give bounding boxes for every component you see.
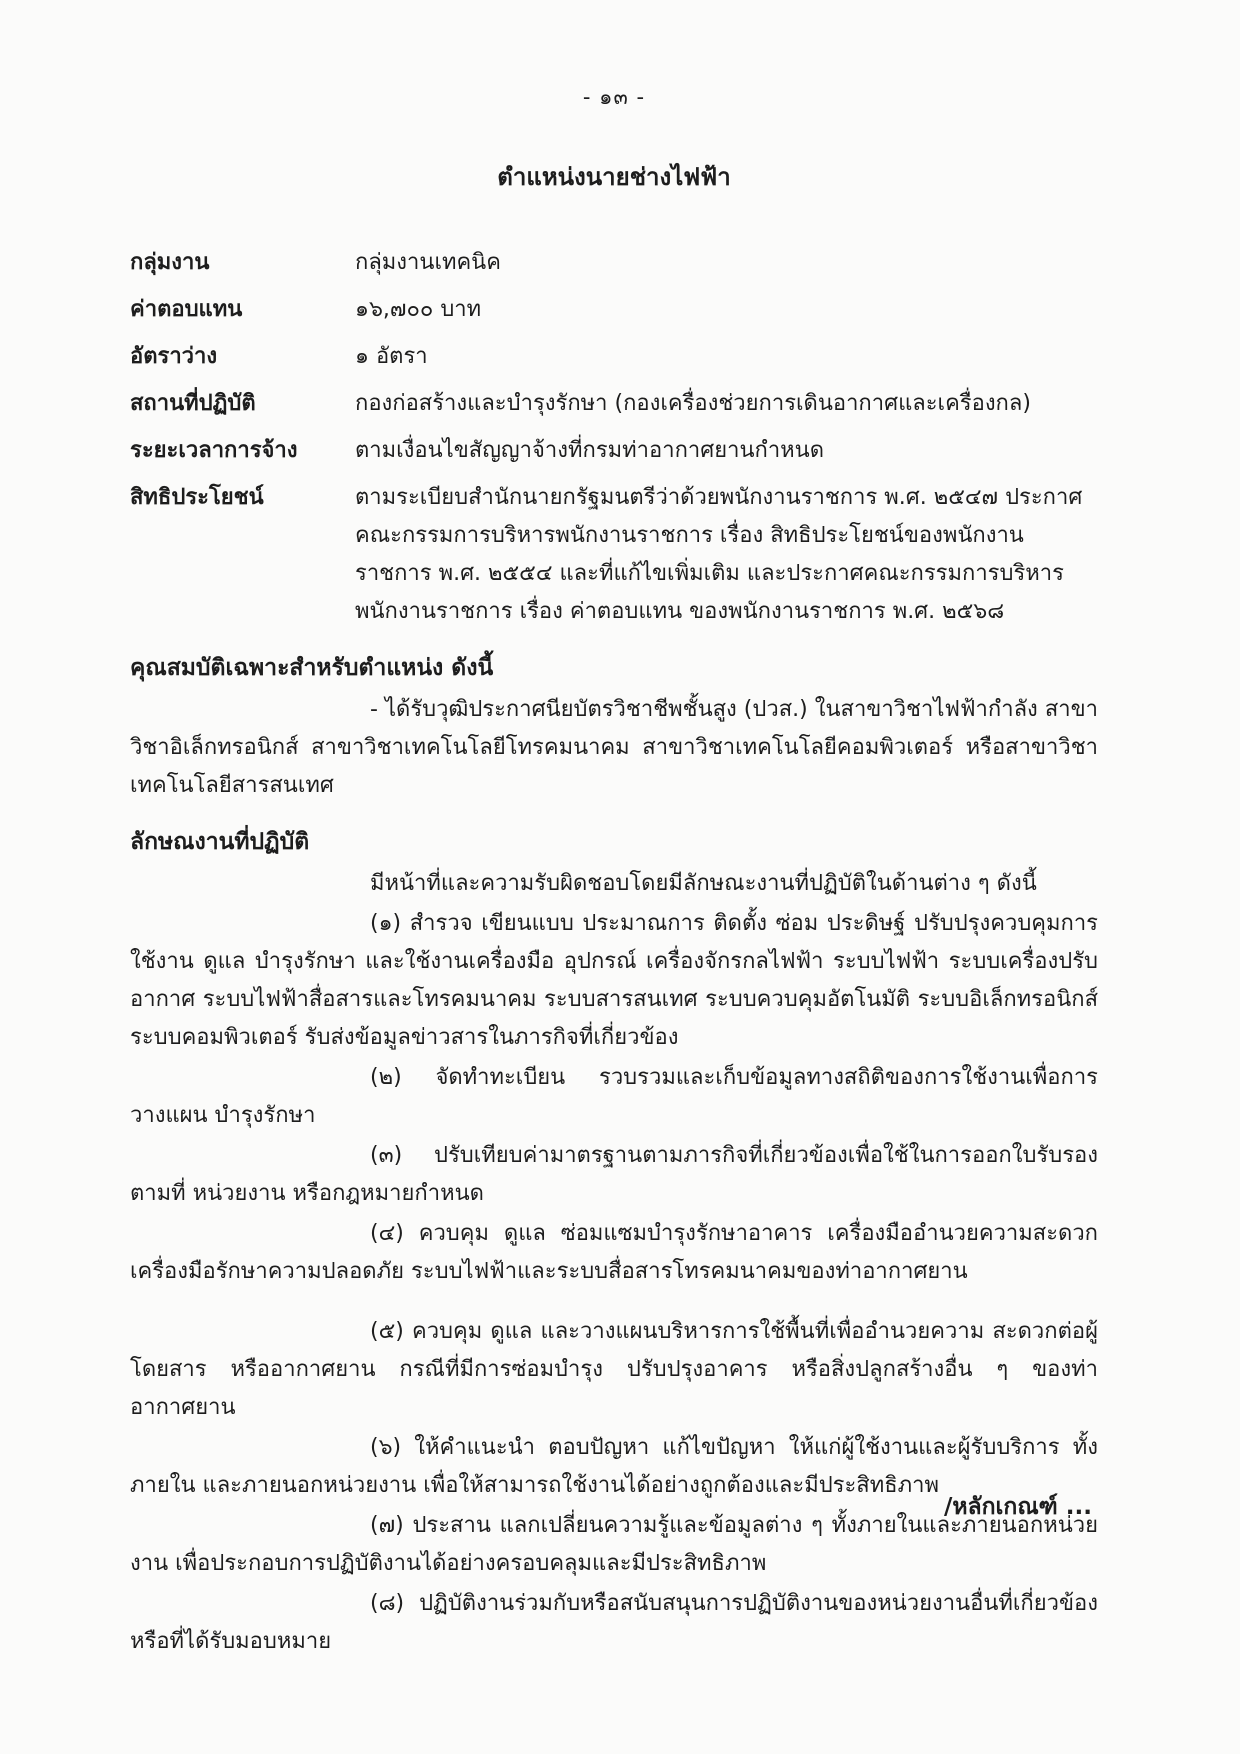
duty-item-5: (๕) ควบคุม ดูแล และวางแผนบริหารการใช้พื้นที่เพื่ออำนวยความ สะดวกต่อผู้โดยสาร หรืออากาศยาน กรณีที่มีการซ่อมบำรุง ปรับปรุงอาคาร หรือสิ่งปลูกสร้างอื่น ๆ ของท่าอากาศยาน — [130, 1319, 1098, 1420]
field-label: สถานที่ปฏิบัติ — [130, 391, 256, 416]
field-value: กลุ่มงานเทคนิค — [355, 250, 501, 275]
field-row-workgroup — [130, 244, 1098, 282]
field-row-compensation — [130, 291, 1098, 329]
duty-item-4: (๔) ควบคุม ดูแล ซ่อมแซมบำรุงรักษาอาคาร เครื่องมืออำนวยความสะดวก เครื่องมือรักษาความปลอดภัย ระบบไฟฟ้าและระบบสื่อสารโทรคมนาคมของท่าอากาศยาน — [130, 1221, 1098, 1284]
qualifications-body: - ได้รับวุฒิประกาศนียบัตรวิชาชีพชั้นสูง (ปวส.) ในสาขาวิชาไฟฟ้ากำลัง สาขาวิชาอิเล็กทรอนิกส์ สาขาวิชาเทคโนโลยีโทรคมนาคม สาขาวิชาเทคโนโลยีคอมพิวเตอร์ หรือสาขาวิชาเทคโนโลยีสารสนเทศ — [130, 697, 1098, 798]
field-row-employment-period — [130, 432, 1098, 470]
field-value: ตามระเบียบสำนักนายกรัฐมนตรีว่าด้วยพนักงานราชการ พ.ศ. ๒๕๔๗ ประกาศ คณะกรรมการบริหารพนักงานราชการ เรื่อง สิทธิประโยชน์ของพนักงานราชการ พ.ศ. ๒๕๕๔ และที่แก้ไขเพิ่มเติม และประกาศคณะกรรมการบริหารพนักงานราชการ เรื่อง ค่าตอบแทน ของพนักงานราชการ พ.ศ. ๒๕๖๘ — [355, 485, 1083, 624]
field-value: ๑ อัตรา — [355, 344, 428, 369]
field-value: กองก่อสร้างและบำรุงรักษา (กองเครื่องช่วยการเดินอากาศและเครื่องกล) — [355, 391, 1031, 416]
duty-item-2: (๒) จัดทำทะเบียน รวบรวมและเก็บข้อมูลทางสถิติของการใช้งานเพื่อการวางแผน บำรุงรักษา — [130, 1065, 1098, 1128]
field-value: ๑๖,๗๐๐ บาท — [355, 297, 482, 322]
duty-item-6: (๖) ให้คำแนะนำ ตอบปัญหา แก้ไขปัญหา ให้แก่ผู้ใช้งานและผู้รับบริการ ทั้งภายใน และภายนอกหน่วยงาน เพื่อให้สามารถใช้งานได้อย่างถูกต้องและมีประสิทธิภาพ — [130, 1435, 1098, 1498]
field-row-benefits — [130, 479, 1098, 631]
field-label: สิทธิประโยชน์ — [130, 485, 264, 510]
field-value: ตามเงื่อนไขสัญญาจ้างที่กรมท่าอากาศยานกำหนด — [355, 438, 825, 463]
page-title: ตำแหน่งนายช่างไฟฟ้า — [497, 163, 731, 191]
duties-intro: มีหน้าที่และความรับผิดชอบโดยมีลักษณะงานที่ปฏิบัติในด้านต่าง ๆ ดังนี้ — [370, 871, 1037, 896]
page-number: - ๑๓ - — [582, 85, 646, 109]
duty-item-3: (๓) ปรับเทียบค่ามาตรฐานตามภารกิจที่เกี่ยวข้องเพื่อใช้ในการออกใบรับรองตามที่ หน่วยงาน หรือกฎหมายกำหนด — [130, 1143, 1098, 1206]
duties-heading: ลักษณงานที่ปฏิบัติ — [130, 829, 310, 855]
duty-item-8: (๘) ปฏิบัติงานร่วมกับหรือสนับสนุนการปฏิบัติงานของหน่วยงานอื่นที่เกี่ยวข้อง หรือที่ได้รับมอบหมาย — [130, 1591, 1098, 1654]
field-label: ค่าตอบแทน — [130, 297, 243, 322]
field-row-workplace — [130, 385, 1098, 423]
position-fields — [130, 244, 1098, 631]
duty-item-1: (๑) สำรวจ เขียนแบบ ประมาณการ ติดตั้ง ซ่อม ประดิษฐ์ ปรับปรุงควบคุมการใช้งาน ดูแล บำรุงรักษา และใช้งานเครื่องมือ อุปกรณ์ เครื่องจักรกลไฟฟ้า ระบบไฟฟ้า ระบบเครื่องปรับอากาศ ระบบไฟฟ้าสื่อสารและโทรคมนาคม ระบบสารสนเทศ ระบบควบคุมอัตโนมัติ ระบบอิเล็กทรอนิกส์ ระบบคอมพิวเตอร์ รับส่งข้อมูลข่าวสารในภารกิจที่เกี่ยวข้อง — [130, 911, 1098, 1050]
qualifications-heading: คุณสมบัติเฉพาะสำหรับตำแหน่ง ดังนี้ — [130, 655, 494, 681]
field-label: ระยะเวลาการจ้าง — [130, 438, 298, 463]
duty-item-7: (๗) ประสาน แลกเปลี่ยนความรู้และข้อมูลต่าง ๆ ทั้งภายในและภายนอกหน่วยงาน เพื่อประกอบการปฏิบัติงานได้อย่างครอบคลุมและมีประสิทธิภาพ — [130, 1513, 1098, 1576]
field-label: อัตราว่าง — [130, 344, 218, 369]
field-row-vacancy — [130, 338, 1098, 376]
field-label: กลุ่มงาน — [130, 250, 210, 275]
continuation-note: /หลักเกณฑ์ ... — [943, 1494, 1092, 1520]
